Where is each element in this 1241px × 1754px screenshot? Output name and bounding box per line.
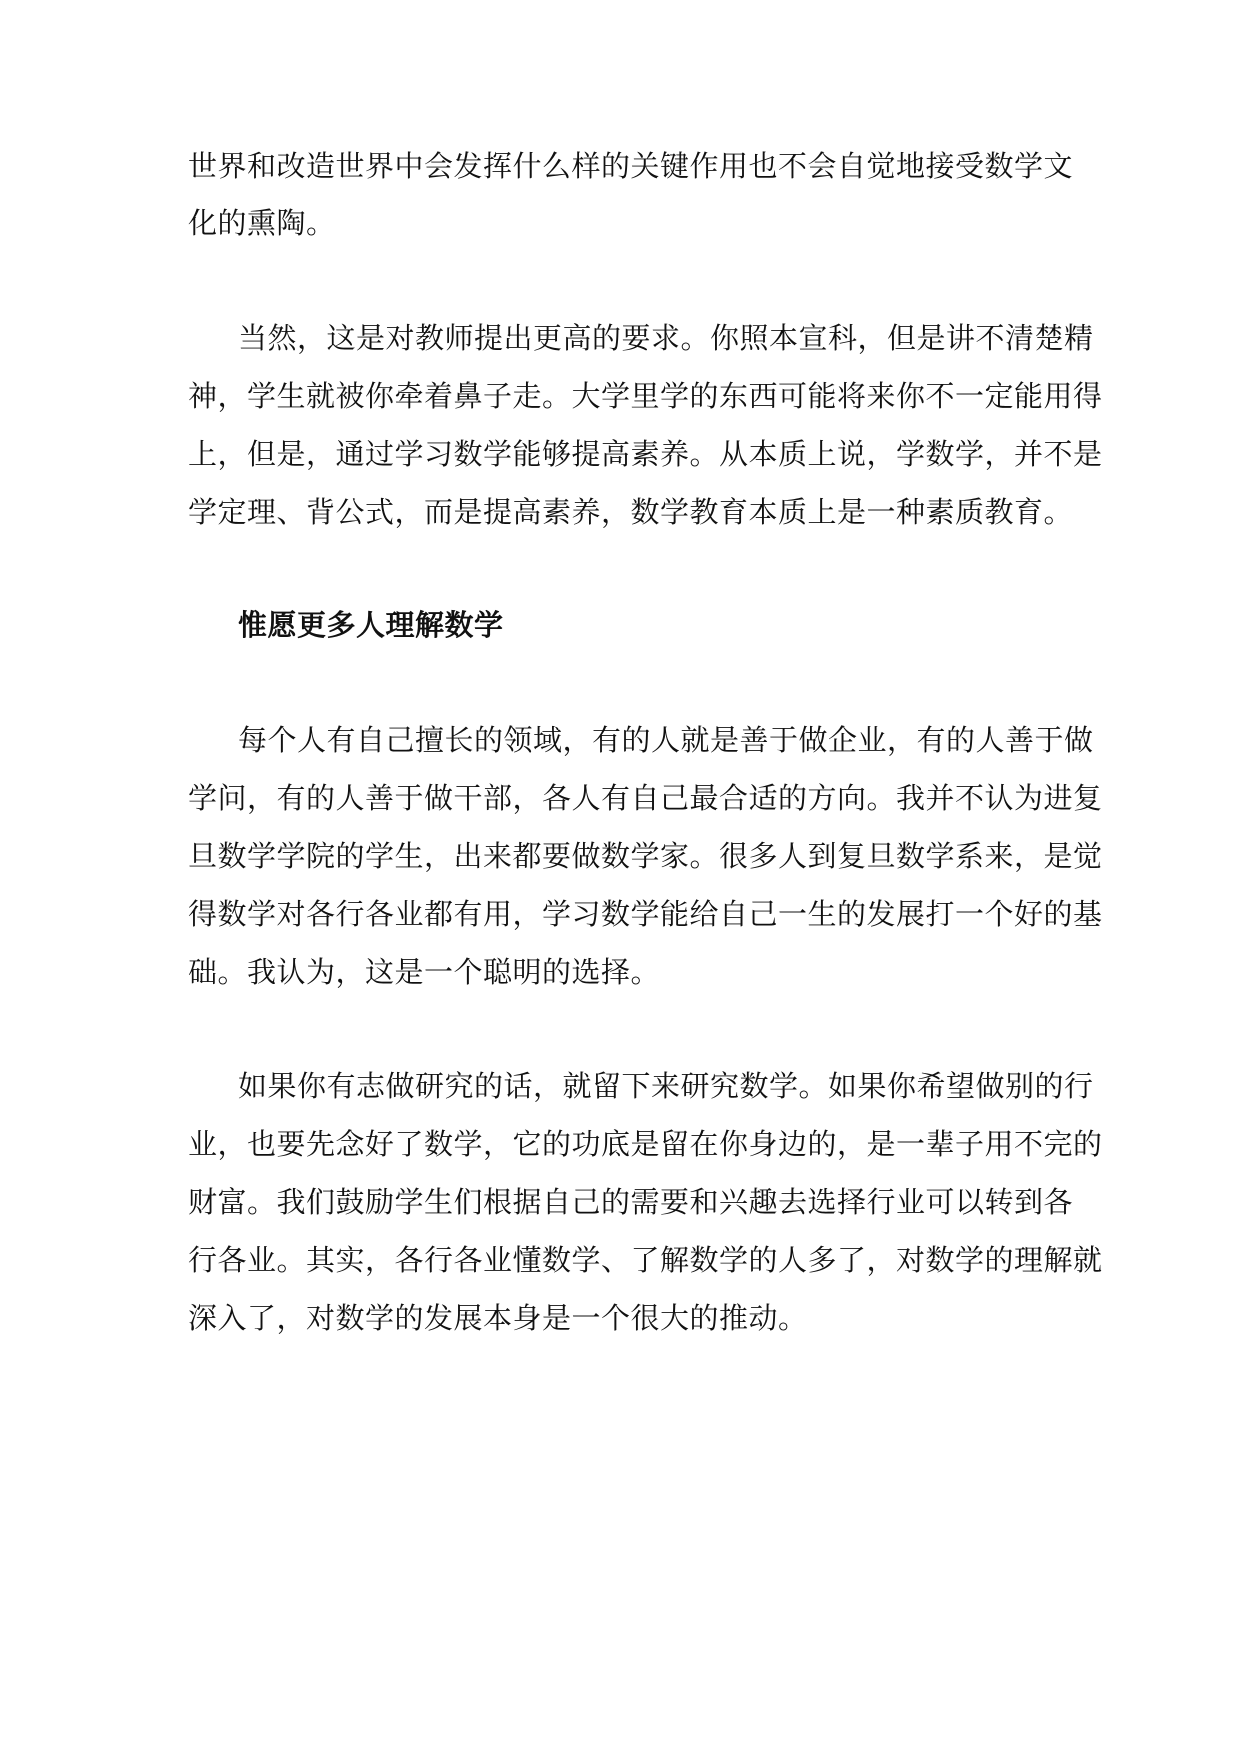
paragraph-line: 每个人有自己擅长的领域，有的人就是善于做企业，有的人善于做 [238, 723, 1094, 757]
paragraph-line: 化的熏陶。 [188, 206, 336, 240]
paragraph-line: 当然，这是对教师提出更高的要求。你照本宣科，但是讲不清楚精 [238, 321, 1094, 355]
paragraph-line: 如果你有志做研究的话，就留下来研究数学。如果你希望做别的行 [238, 1069, 1094, 1103]
paragraph-line: 世界和改造世界中会发挥什么样的关键作用也不会自觉地接受数学文 [188, 149, 1074, 183]
paragraph-line: 业，也要先念好了数学，它的功底是留在你身边的，是一辈子用不完的 [188, 1127, 1103, 1161]
paragraph-line: 学问，有的人善于做干部，各人有自己最合适的方向。我并不认为进复 [188, 781, 1103, 815]
paragraph-line: 旦数学学院的学生，出来都要做数学家。很多人到复旦数学系来，是觉 [188, 839, 1103, 873]
paragraph-line: 财富。我们鼓励学生们根据自己的需要和兴趣去选择行业可以转到各 [188, 1185, 1074, 1219]
paragraph-line: 得数学对各行各业都有用，学习数学能给自己一生的发展打一个好的基 [188, 897, 1103, 931]
paragraph-line: 深入了，对数学的发展本身是一个很大的推动。 [188, 1301, 808, 1335]
section-heading: 惟愿更多人理解数学 [238, 608, 504, 642]
paragraph-line: 行各业。其实，各行各业懂数学、了解数学的人多了，对数学的理解就 [188, 1243, 1103, 1277]
paragraph-line: 神，学生就被你牵着鼻子走。大学里学的东西可能将来你不一定能用得 [188, 379, 1103, 413]
paragraph-line: 学定理、背公式，而是提高素养，数学教育本质上是一种素质教育。 [188, 495, 1074, 529]
paragraph-line: 础。我认为，这是一个聪明的选择。 [188, 955, 661, 989]
paragraph-line: 上，但是，通过学习数学能够提高素养。从本质上说，学数学，并不是 [188, 437, 1103, 471]
